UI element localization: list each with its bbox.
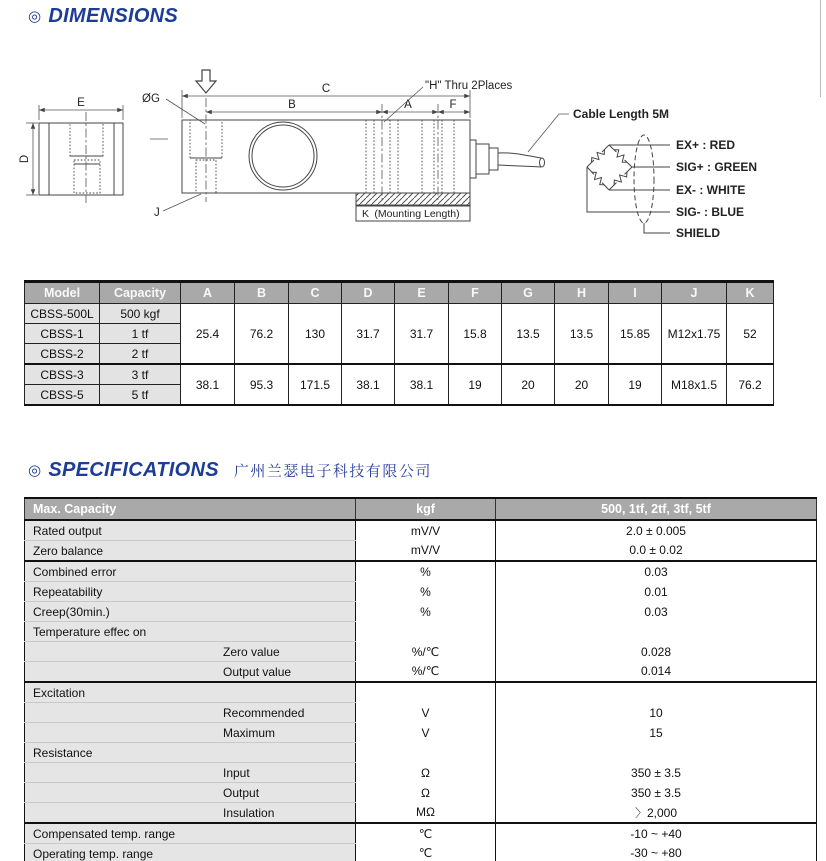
spec-value-cell: 350 ± 3.5 xyxy=(631,765,681,780)
spec-unit-cell: % xyxy=(356,582,496,602)
model-cell: CBSS-3 xyxy=(25,364,100,385)
dim-value-cell: 15.85 xyxy=(609,304,662,365)
spec-label-cell: Output xyxy=(25,783,356,803)
spec-label-cell: Zero value xyxy=(25,642,356,662)
dim-header-row xyxy=(25,282,774,304)
company-name-text: 广州兰瑟电子科技有限公司 xyxy=(233,463,432,480)
spec-label-cell: Excitation xyxy=(25,682,356,703)
end-view-drawing xyxy=(19,97,123,203)
spec-unit-cell xyxy=(356,622,496,642)
dim-label-j: J xyxy=(154,207,160,219)
specifications-table xyxy=(24,497,817,861)
dim-col-f: F xyxy=(449,282,502,304)
spec-table-row xyxy=(25,561,817,582)
dim-col-d: D xyxy=(342,282,395,304)
spec-value-cell: 0.01 xyxy=(644,584,668,599)
dim-label-a: A xyxy=(404,99,412,111)
dim-value-cell: 76.2 xyxy=(727,364,774,405)
dimensions-title-text: DIMENSIONS xyxy=(48,5,179,27)
spec-label-cell: Rated output xyxy=(25,520,356,541)
dim-label-c: C xyxy=(321,83,331,95)
dim-value-cell: 130 xyxy=(289,304,342,365)
dim-table-row xyxy=(25,304,774,324)
spec-unit-cell: %/℃ xyxy=(356,662,496,683)
technical-drawing xyxy=(0,0,826,262)
wire-label-sig-minus: SIG- : BLUE xyxy=(676,205,744,219)
spec-header-value: 500, 1tf, 2tf, 3tf, 5tf xyxy=(496,498,817,520)
spec-value-cell: 2.0 ± 0.005 xyxy=(626,523,686,538)
model-cell: CBSS-1 xyxy=(25,324,100,344)
dim-value-cell: M12x1.75 xyxy=(662,304,727,365)
dim-value-cell: 19 xyxy=(609,364,662,405)
capacity-cell: 2 tf xyxy=(100,344,181,365)
spec-unit-cell: mV/V xyxy=(356,520,496,541)
specifications-title-text: SPECIFICATIONS xyxy=(48,459,219,481)
cable-sheath-ellipse xyxy=(634,135,654,223)
mounting-length-label: (Mounting Length) xyxy=(374,208,460,220)
dim-col-h: H xyxy=(555,282,609,304)
resistor-icon xyxy=(612,170,629,187)
spec-label-cell: Zero balance xyxy=(25,541,356,562)
resistor-icon xyxy=(612,147,629,164)
spec-label-cell: Output value xyxy=(25,662,356,683)
spec-value-cell: 0.014 xyxy=(496,662,817,683)
spec-label-cell: Recommended xyxy=(25,703,356,723)
spec-unit-cell: Ω xyxy=(356,783,496,803)
dim-value-cell: 13.5 xyxy=(555,304,609,365)
dim-label-f: F xyxy=(449,99,457,111)
bullseye-icon: ◎ xyxy=(28,462,42,479)
cable-length-label: Cable Length 5M xyxy=(573,107,670,121)
spec-table-row xyxy=(25,743,817,763)
spec-label-cell: Resistance xyxy=(25,743,356,763)
hole-note-label: "H" Thru 2Places xyxy=(425,80,513,92)
wire-label-sig-plus: SIG+ : GREEN xyxy=(676,160,758,174)
spec-table-row xyxy=(25,763,817,783)
dim-value-cell: 13.5 xyxy=(502,304,555,365)
resistor-icon xyxy=(589,147,606,164)
dimensions-table xyxy=(24,280,774,406)
dim-value-cell: M18x1.5 xyxy=(662,364,727,405)
spec-label-cell: Creep(30min.) xyxy=(25,602,356,622)
spec-label-cell: Combined error xyxy=(25,561,356,582)
spec-unit-cell xyxy=(356,743,496,763)
bullseye-icon: ◎ xyxy=(28,8,42,25)
spec-value-cell: -30 ~ +80 xyxy=(496,844,817,861)
spec-table-row xyxy=(25,803,817,824)
dim-col-model: Model xyxy=(25,282,100,304)
spec-unit-cell: %/℃ xyxy=(356,642,496,662)
dim-value-cell: 19 xyxy=(449,364,502,405)
model-cell: CBSS-2 xyxy=(25,344,100,365)
spec-table-row xyxy=(25,642,817,662)
spec-value-cell: 0.03 xyxy=(644,564,668,579)
spec-value-cell: 350 ± 3.5 xyxy=(631,785,681,800)
dim-label-k: K xyxy=(362,208,370,220)
spec-unit-cell: % xyxy=(356,602,496,622)
spec-table-row xyxy=(25,602,817,622)
spec-table-row xyxy=(25,622,817,642)
specifications-section-title xyxy=(28,459,432,482)
capacity-cell: 1 tf xyxy=(100,324,181,344)
spec-unit-cell: Ω xyxy=(356,763,496,783)
spec-value-cell: -10 ~ +40 xyxy=(630,826,682,841)
spec-unit-cell: ℃ xyxy=(356,823,496,844)
spec-header-row xyxy=(25,498,817,520)
dim-col-k: K xyxy=(727,282,774,304)
spec-unit-cell: V xyxy=(356,703,496,723)
side-view-drawing xyxy=(142,70,669,221)
wiring-diagram xyxy=(587,135,757,240)
model-cell: CBSS-5 xyxy=(25,385,100,406)
dim-value-cell: 20 xyxy=(555,364,609,405)
dim-value-cell: 52 xyxy=(727,304,774,365)
spec-table-row xyxy=(25,582,817,602)
spec-table-row xyxy=(25,520,817,541)
dim-value-cell: 38.1 xyxy=(181,364,235,405)
dim-col-g: G xyxy=(502,282,555,304)
dim-col-b: B xyxy=(235,282,289,304)
spec-table-row xyxy=(25,703,817,723)
spec-unit-cell: ℃ xyxy=(356,844,496,861)
wire-label-ex-plus: EX+ : RED xyxy=(676,138,736,152)
spec-value-cell xyxy=(496,743,817,763)
spec-label-cell: Repeatability xyxy=(25,582,356,602)
spec-unit-cell: MΩ xyxy=(356,803,496,824)
spec-table-row xyxy=(25,662,817,683)
spec-table-row xyxy=(25,682,817,703)
dim-value-cell: 31.7 xyxy=(395,304,449,365)
spec-value-cell xyxy=(496,622,817,642)
spec-table-row xyxy=(25,723,817,743)
dim-col-a: A xyxy=(181,282,235,304)
dim-value-cell: 38.1 xyxy=(395,364,449,405)
spec-value-cell: 15 xyxy=(649,725,663,740)
dim-table-row xyxy=(25,364,774,385)
spec-value-cell: 〉2,000 xyxy=(496,803,817,824)
wire-label-ex-minus: EX- : WHITE xyxy=(676,183,746,197)
spec-unit-cell: V xyxy=(356,723,496,743)
capacity-cell: 500 kgf xyxy=(100,304,181,324)
spec-value-cell xyxy=(496,682,817,703)
dim-value-cell: 38.1 xyxy=(342,364,395,405)
dim-label-d: D xyxy=(19,154,31,164)
spec-unit-cell: mV/V xyxy=(356,541,496,562)
dim-col-c: C xyxy=(289,282,342,304)
dim-label-e: E xyxy=(77,97,85,109)
spec-unit-cell: % xyxy=(356,561,496,582)
dim-col-j: J xyxy=(662,282,727,304)
resistor-icon xyxy=(589,170,606,187)
capacity-cell: 5 tf xyxy=(100,385,181,406)
spec-value-cell: 0.0 ± 0.02 xyxy=(496,541,817,562)
dim-col-e: E xyxy=(395,282,449,304)
spec-label-cell: Insulation xyxy=(25,803,356,824)
dim-value-cell: 15.8 xyxy=(449,304,502,365)
spec-label-cell: Compensated temp. range xyxy=(25,823,356,844)
dim-value-cell: 25.4 xyxy=(181,304,235,365)
wire-label-shield: SHIELD xyxy=(676,226,721,240)
scan-artifact-line xyxy=(820,0,821,97)
spec-table-row xyxy=(25,844,817,861)
spec-table-row xyxy=(25,783,817,803)
spec-header-label: Max. Capacity xyxy=(25,498,356,520)
dim-value-cell: 95.3 xyxy=(235,364,289,405)
spec-label-cell: Temperature effec on xyxy=(25,622,356,642)
model-cell: CBSS-500L xyxy=(25,304,100,324)
spec-table-row xyxy=(25,823,817,844)
dim-value-cell: 171.5 xyxy=(289,364,342,405)
dim-col-capacity: Capacity xyxy=(100,282,181,304)
dim-value-cell: 31.7 xyxy=(342,304,395,365)
spec-value-cell: 0.03 xyxy=(644,604,668,619)
dim-label-og: ØG xyxy=(142,93,160,105)
dim-value-cell: 20 xyxy=(502,364,555,405)
spec-value-cell: 10 xyxy=(649,705,663,720)
dim-col-i: I xyxy=(609,282,662,304)
spec-header-unit: kgf xyxy=(356,498,496,520)
spec-label-cell: Operating temp. range xyxy=(25,844,356,861)
spec-label-cell: Maximum xyxy=(25,723,356,743)
dim-value-cell: 76.2 xyxy=(235,304,289,365)
dim-label-b: B xyxy=(288,99,296,111)
capacity-cell: 3 tf xyxy=(100,364,181,385)
spec-unit-cell xyxy=(356,682,496,703)
load-direction-arrow xyxy=(196,70,216,93)
spec-label-cell: Input xyxy=(25,763,356,783)
spec-value-cell: 0.028 xyxy=(640,644,672,659)
spec-table-row xyxy=(25,541,817,562)
